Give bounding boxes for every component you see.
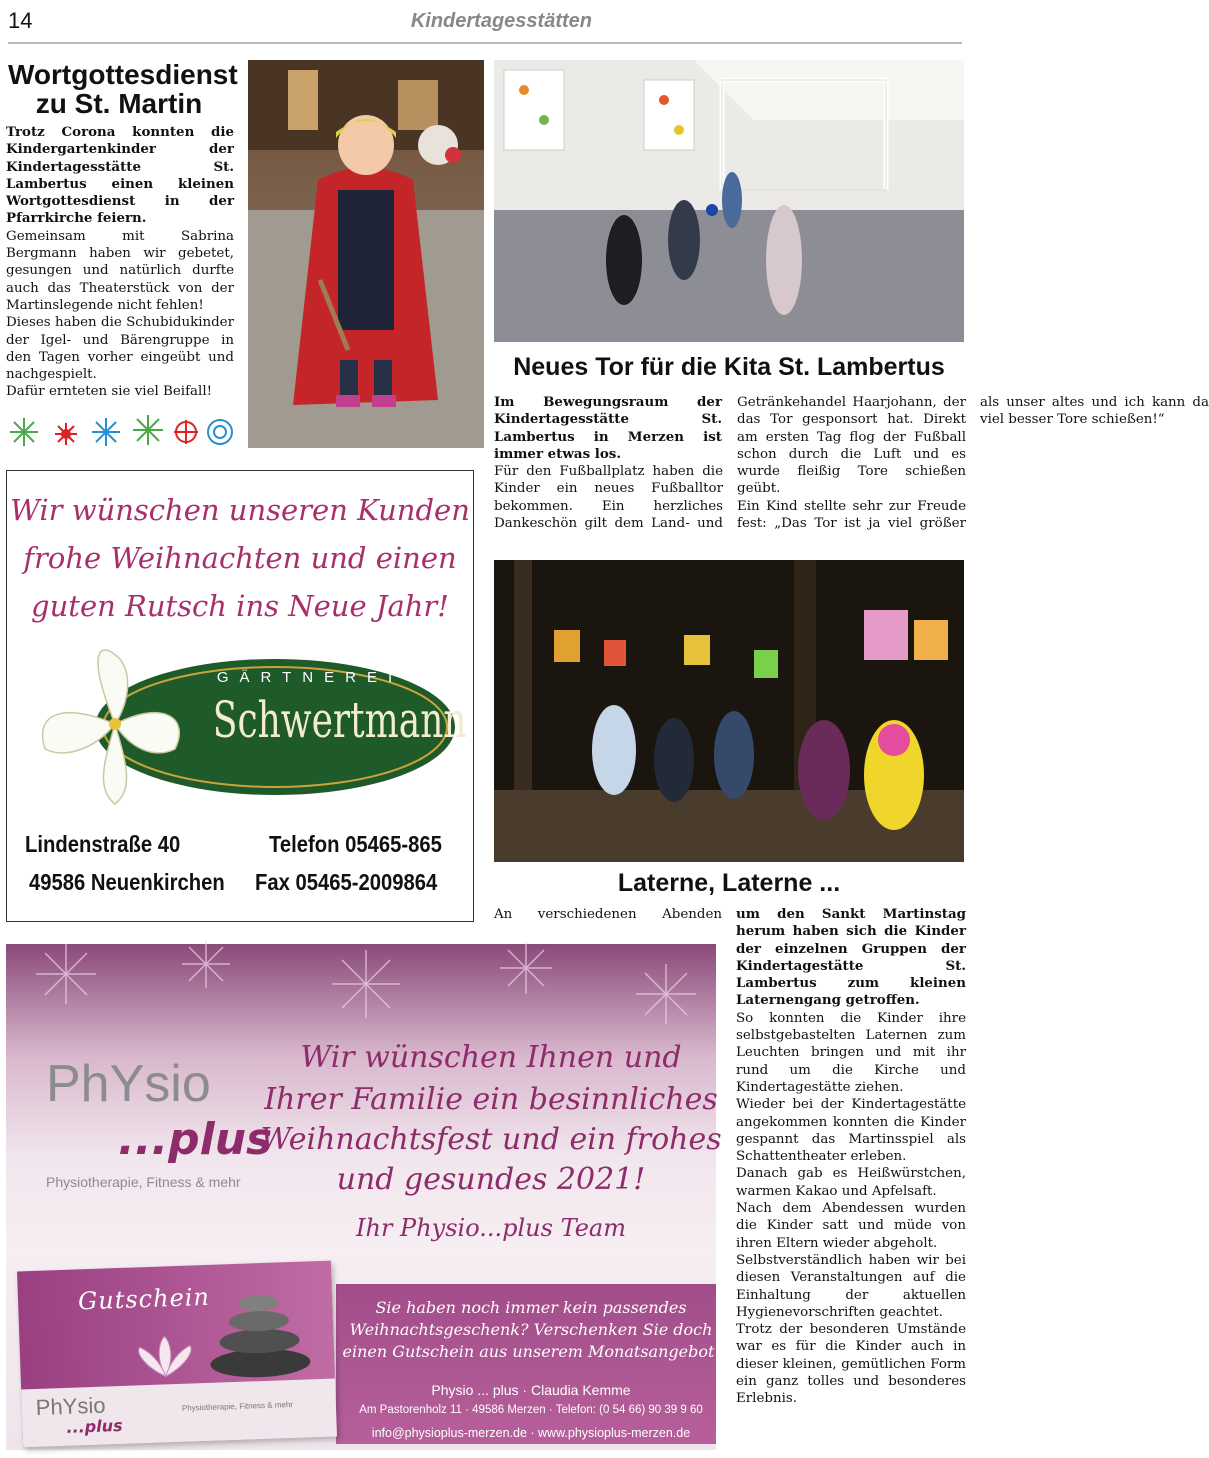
lotus-icon bbox=[119, 1335, 211, 1388]
ad-greeting-line: Weihnachtsfest und ein frohes bbox=[260, 1122, 722, 1157]
logo-small-text: GÄRTNEREI bbox=[216, 669, 404, 686]
photo-st-martin bbox=[248, 60, 484, 448]
ad-physio bbox=[6, 944, 722, 1450]
offer-line: Weihnachtsgeschenk? Verschenken Sie doch bbox=[349, 1320, 713, 1339]
voucher-tagline: Physiotherapie, Fitness & mehr bbox=[181, 1399, 294, 1413]
headline-line: Wortgottesdienst bbox=[8, 59, 238, 90]
snowflake-icon bbox=[182, 940, 230, 988]
snowflake-icon bbox=[36, 944, 96, 1004]
iris-flower-icon bbox=[25, 639, 205, 809]
article3-paragraph: Selbstverständlich haben wir bei diesen Veranstaltungen auf die Einhaltung der aktuellen Hygienevorschriften geachtet. bbox=[736, 1252, 966, 1320]
article3-lead-bold: um den Sankt Martinstag herum haben sich die Kinder der einzelnen Gruppen der Kindertagestätte St. Lambertus zum kleinen Laternengang getroffen. bbox=[736, 906, 966, 1009]
gaertnerei-logo bbox=[25, 639, 465, 809]
voucher-title: Gutschein bbox=[77, 1282, 211, 1316]
article1-headline bbox=[8, 59, 238, 120]
offer-line: Sie haben noch immer kein passendes bbox=[375, 1298, 687, 1317]
fax-number: Fax 05465-2009864 bbox=[255, 869, 438, 895]
article1-lead: Trotz Corona konnten die Kindergartenkinder der Kindertagesstätte St. Lambertus einen kleinen Wortgottesdienst in der Pfarrkirche feiern. bbox=[6, 124, 234, 227]
headline-line: zu St. Martin bbox=[35, 88, 203, 120]
article3-paragraph: Nach dem Abendessen wurden die Kinder satt und müde von ihren Eltern wieder abgeholt. bbox=[736, 1201, 966, 1251]
snowflake-icon bbox=[133, 415, 163, 445]
ad-greeting-line: und gesundes 2021! bbox=[336, 1162, 646, 1197]
article2-headline: Neues Tor für die Kita St. Lambertus bbox=[513, 353, 945, 381]
article1-paragraph: Dieses haben die Schubidukinder der Igel- und Bärengruppe in den Tagen vorher eingeübt und nachgespielt. bbox=[6, 315, 234, 383]
logo-big-text: Schwertmann bbox=[212, 691, 467, 749]
snowflake-icon bbox=[92, 418, 120, 446]
page-number: 14 bbox=[8, 8, 33, 33]
article2-paragraph: Ein Kind stellte sehr zur Freude fest: „Das Tor ist ja viel größer als unser altes und ich kann da viel besser Tore schießen!“ bbox=[737, 395, 1209, 532]
photo-lantern-walk bbox=[494, 560, 964, 862]
article3-paragraph: Trotz der besonderen Umstände war es für die Kinder auch in dieser kleinen, gemütlichen Form ein ganz tolles und besonderes Erlebnis. bbox=[736, 1322, 966, 1407]
ad-greeting-line: Ihrer Familie ein besinnliches bbox=[264, 1082, 718, 1117]
ad-greeting-line: Wir wünschen unseren Kunden bbox=[10, 493, 470, 527]
voucher-logo: PhYsio bbox=[35, 1392, 106, 1420]
physio-tagline: Physiotherapie, Fitness & mehr bbox=[46, 1174, 241, 1190]
ad-greeting-line: Wir wünschen Ihnen und bbox=[300, 1040, 682, 1075]
ad-greeting-line: guten Rutsch ins Neue Jahr! bbox=[31, 589, 449, 623]
stones-icon bbox=[197, 1269, 321, 1383]
snowflake-icon bbox=[500, 942, 552, 994]
physio-logo-plus: ...plus bbox=[118, 1114, 273, 1165]
ad-gaertnerei bbox=[6, 470, 474, 922]
company-address: Am Pastorenholz 11 · 49586 Merzen · Telefon: (0 54 66) 90 39 9 60 bbox=[359, 1404, 703, 1416]
article1-body bbox=[6, 124, 234, 401]
company-name: Physio ... plus · Claudia Kemme bbox=[431, 1382, 631, 1398]
article2-paragraph: Für den Fußballplatz haben die Kinder ein neues Fußballtor bekommen. Ein herzliches Dankeschön gilt dem Land- und Getränkehandel Haarjohann, der das Tor gesponsort hat. Direkt am ersten Tag flog der Fußball schon durch die Luft und es wurde fleißig Tore schießen geübt. bbox=[494, 395, 966, 532]
offer-line: einen Gutschein aus unserem Monatsangebot. bbox=[342, 1342, 720, 1361]
voucher-logo-plus: ...plus bbox=[66, 1415, 123, 1437]
snowflake-icon bbox=[332, 950, 400, 1018]
article1-paragraph: Dafür ernteten sie viel Beifall! bbox=[6, 384, 212, 400]
article3-body bbox=[736, 906, 966, 1408]
article2-body bbox=[494, 394, 1209, 544]
photo-football-goal bbox=[494, 60, 964, 342]
address-city: 49586 Neuenkirchen bbox=[29, 869, 225, 895]
snowflake-icon bbox=[174, 420, 198, 444]
article3-lead-plain: An verschiedenen Abenden bbox=[494, 907, 722, 922]
phone-number: Telefon 05465-865 bbox=[269, 831, 442, 857]
header-rule bbox=[8, 42, 962, 44]
article3-paragraph: So konnten die Kinder ihre selbstgebastelten Laternen zum Leuchten bringen und mit ihr rund um die Kirche und Kindertagestätte ziehen. bbox=[736, 1010, 966, 1095]
snowflake-icon bbox=[10, 418, 38, 446]
snowflake-icon bbox=[55, 423, 77, 445]
snowflake-icon bbox=[208, 420, 232, 444]
article3-intro bbox=[494, 906, 722, 923]
article3-paragraph: Wieder bei der Kindertagestätte angekommen konnten die Kinder gespannt das Martinsspiel als Schattentheater erleben. bbox=[736, 1097, 966, 1165]
voucher-card bbox=[17, 1261, 337, 1448]
article1-paragraph: Gemeinsam mit Sabrina Bergmann haben wir gebetet, gesungen und natürlich durfte auch das Theaterstück von der Martinslegende nicht fehlen! bbox=[6, 228, 234, 313]
physio-team: Ihr Physio...plus Team bbox=[356, 1214, 626, 1242]
article3-headline: Laterne, Laterne ... bbox=[617, 869, 841, 897]
snowflake-icon bbox=[636, 964, 696, 1024]
ad-greeting-line: frohe Weihnachten und einen bbox=[23, 541, 457, 575]
snowflake-row bbox=[6, 414, 234, 450]
article3-paragraph: Danach gab es Heißwürstchen, warmen Kakao und Apfelsaft. bbox=[736, 1166, 966, 1199]
address-street: Lindenstraße 40 bbox=[25, 831, 181, 857]
physio-logo: PhYsio bbox=[46, 1055, 211, 1113]
company-web[interactable]: info@physioplus-merzen.de · www.physioplus-merzen.de bbox=[371, 1426, 691, 1440]
section-title: Kindertagesstätten bbox=[410, 10, 592, 32]
article2-lead: Im Bewegungsraum der Kindertagesstätte St. Lambertus in Merzen ist immer etwas los. bbox=[494, 394, 722, 462]
